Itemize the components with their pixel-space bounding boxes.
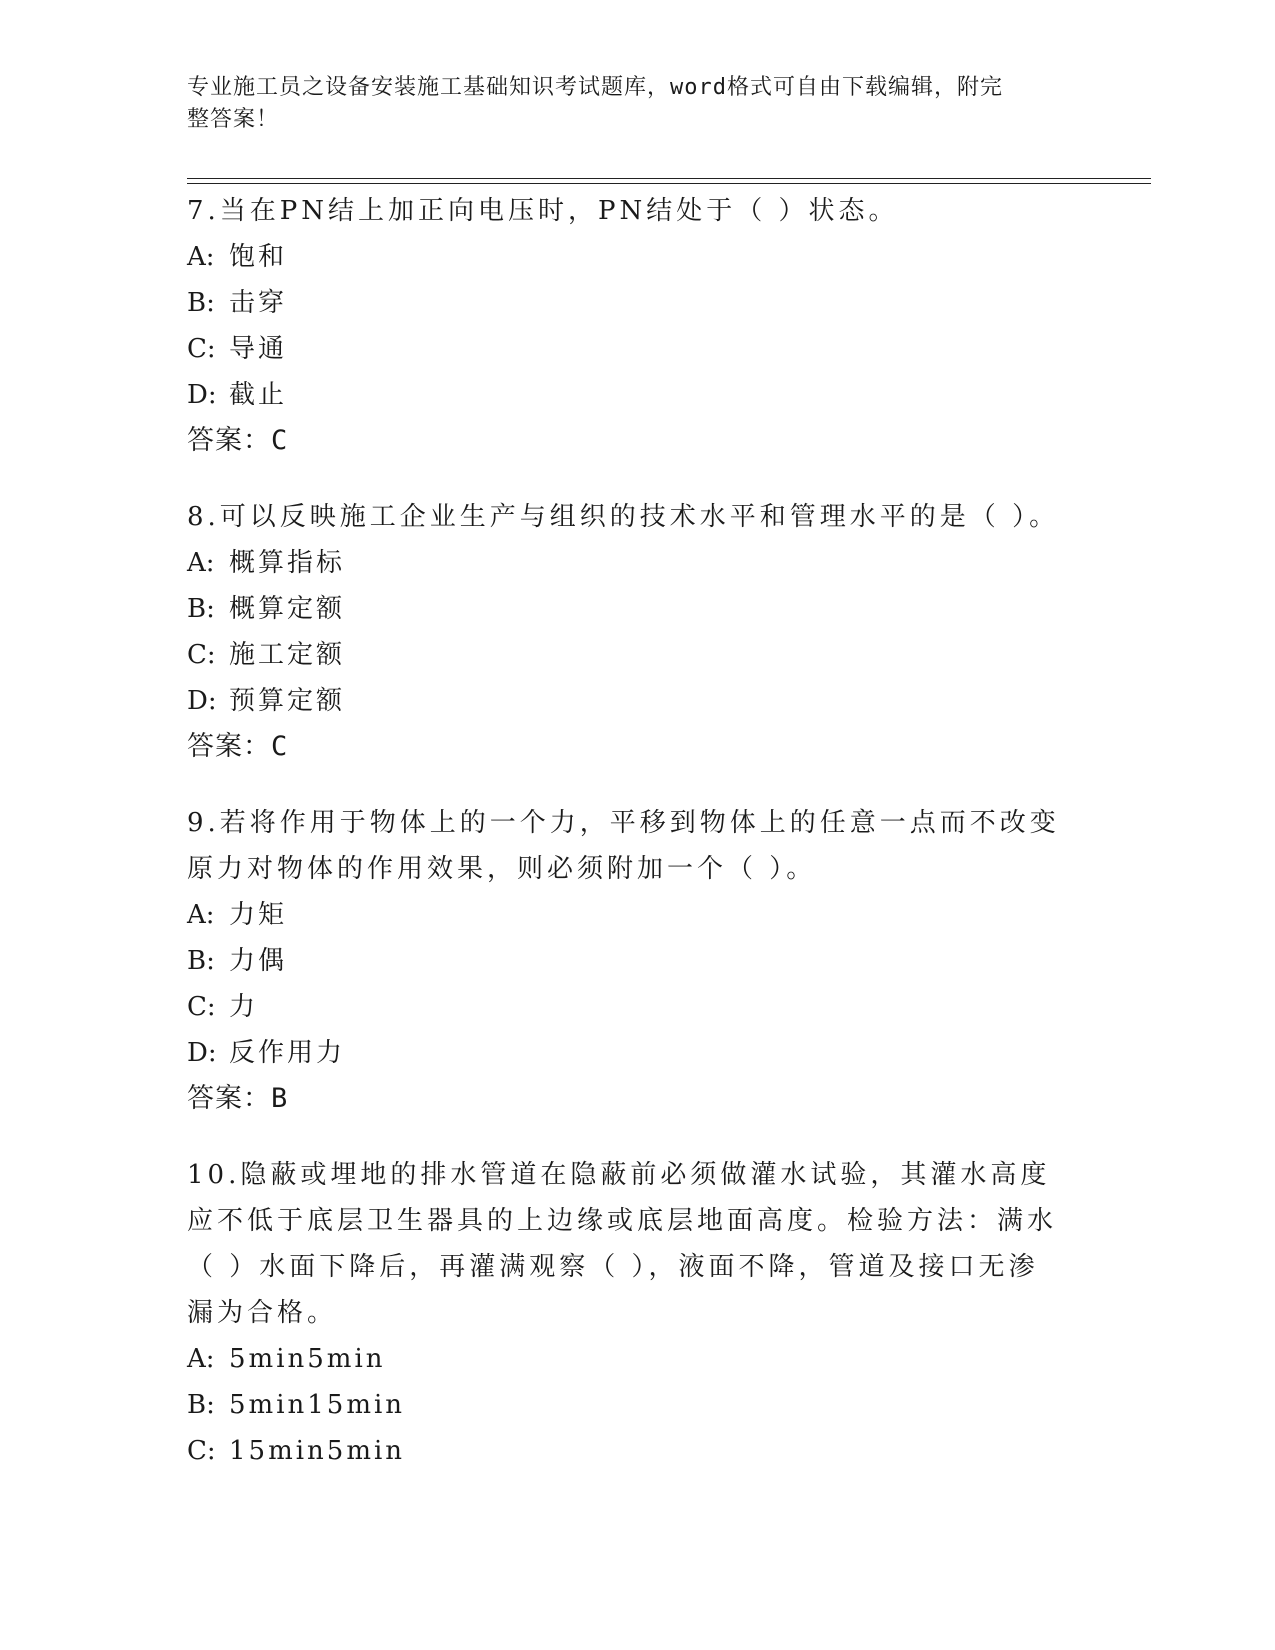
question-text: 10.隐蔽或埋地的排水管道在隐蔽前必须做灌水试验，其灌水高度应不低于底层卫生器具的上边缘或底层地面高度。检验方法：满水（ ）水面下降后，再灌满观察（ ），液面不降，管道及接口无渗漏为合格。 — [187, 1160, 1058, 1328]
option-key: D: — [187, 380, 217, 410]
header-line-1: 专业施工员之设备安装施工基础知识考试题库，word格式可自由下载编辑，附完 — [187, 75, 1003, 100]
option-a — [187, 540, 1087, 586]
option-text: 击穿 — [229, 288, 288, 318]
option-text: 概算定额 — [229, 594, 346, 624]
option-c — [187, 632, 1087, 678]
option-d — [187, 678, 1087, 724]
answer-line: 答案：C — [187, 731, 289, 762]
option-d — [187, 1030, 1087, 1076]
option-c — [187, 984, 1087, 1030]
option-text: 施工定额 — [229, 640, 346, 670]
option-b — [187, 938, 1087, 984]
option-text: 5min5min — [229, 1344, 386, 1374]
header-divider-bottom — [187, 183, 1151, 184]
question-10 — [187, 1152, 1087, 1474]
option-text: 5min15min — [229, 1390, 406, 1420]
option-a — [187, 892, 1087, 938]
option-key: A: — [187, 1344, 215, 1374]
option-text: 截止 — [229, 380, 288, 410]
option-c — [187, 326, 1087, 372]
question-8 — [187, 494, 1087, 770]
question-list — [187, 188, 1087, 1504]
option-b — [187, 1382, 1087, 1428]
question-text: 7.当在PN结上加正向电压时，PN结处于（ ）状态。 — [187, 196, 899, 226]
option-key: C: — [187, 992, 216, 1022]
answer-line: 答案：B — [187, 1083, 289, 1114]
question-9 — [187, 800, 1087, 1122]
header-divider-top — [187, 178, 1151, 179]
option-key: B: — [187, 594, 215, 624]
document-header — [187, 72, 1067, 136]
option-key: B: — [187, 946, 215, 976]
option-b — [187, 586, 1087, 632]
option-key: A: — [187, 242, 215, 272]
option-key: C: — [187, 1436, 216, 1466]
option-key: A: — [187, 548, 215, 578]
option-text: 15min5min — [229, 1436, 406, 1466]
option-text: 预算定额 — [229, 686, 346, 716]
option-key: C: — [187, 640, 216, 670]
option-text: 力矩 — [229, 900, 288, 930]
option-text: 导通 — [229, 334, 288, 364]
option-text: 力 — [229, 992, 259, 1022]
option-key: D: — [187, 686, 217, 716]
option-text: 反作用力 — [229, 1038, 346, 1068]
option-text: 概算指标 — [229, 548, 346, 578]
option-key: B: — [187, 1390, 215, 1420]
option-text: 饱和 — [229, 242, 288, 272]
question-text: 9.若将作用于物体上的一个力，平移到物体上的任意一点而不改变原力对物体的作用效果，则必须附加一个（ ）。 — [187, 808, 1060, 884]
option-key: B: — [187, 288, 215, 318]
option-b — [187, 280, 1087, 326]
question-text: 8.可以反映施工企业生产与组织的技术水平和管理水平的是（ ）。 — [187, 502, 1060, 532]
option-d — [187, 372, 1087, 418]
option-a — [187, 234, 1087, 280]
option-c — [187, 1428, 1087, 1474]
question-7 — [187, 188, 1087, 464]
option-key: A: — [187, 900, 215, 930]
header-line-2: 整答案！ — [187, 107, 280, 132]
answer-line: 答案：C — [187, 425, 289, 456]
option-text: 力偶 — [229, 946, 288, 976]
option-a — [187, 1336, 1087, 1382]
option-key: D: — [187, 1038, 217, 1068]
option-key: C: — [187, 334, 216, 364]
